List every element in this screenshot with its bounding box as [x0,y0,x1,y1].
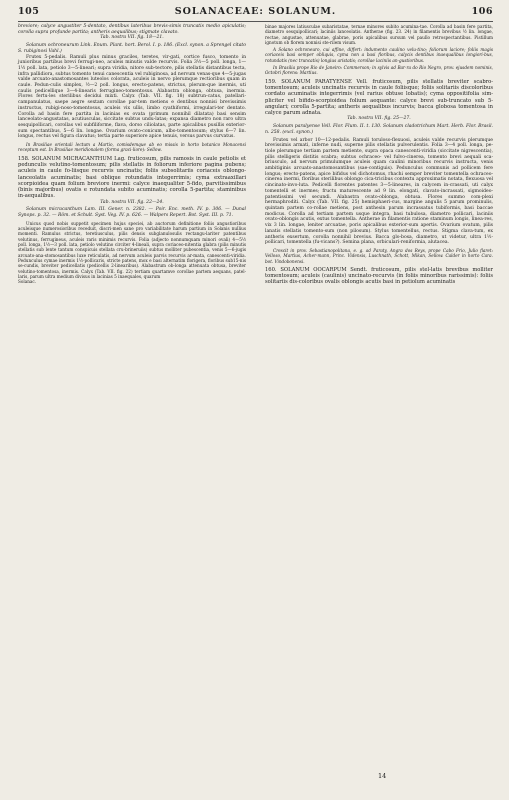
right-paragraph: In Brasilia prope Rio de Janeiro: Commerson; in sylvis ad Bar-ra do Rio Negro, prov. ejusdem nominis, Octobri florens: Martius. [265,65,493,76]
left-paragraph: Tab. nostra VII. fig. 18—21. [100,35,164,41]
right-column [265,24,493,286]
right-paragraph: 160. SOLANUM OOCARPUM Sendt. fruticosum, pilis stel-latis brevibus molliter tomentosum; aculeis (caulinis) uncinato-recurvis (in foliis minoribus rarissimis): foliis solitariis dis-coloribus ovalis oblongis acutis basi in petiolum acuminatis [265,266,493,286]
right-paragraph: Crescit in prov. Sebastianopolitana, e. g. ad Paraty, Angra dos Reys, prope Cabo Frio, Julio flaret: Velloso, Martius, Acher-mann, Princ. Vidensis, Luschnath, Schott, Mikan, Sellow. Calder in horto Cara. bot. Vindobonensi. [265,247,493,264]
right-paragraph: Solanum paralyense Vell. Flor. Flum. II. t. 130. Solanum cladotrichum Mart. Herb. Flor. Brasil. n. 258. (excl. synon.) [265,124,493,135]
sheet-number: 14 [378,772,387,780]
left-paragraph: Unicus quod nobis suppetit specimen hujus speciei, ab auctorum definitione foliis angustioribus aculeisque numerosioribus receduit, discri-men sane pro variabilitate harum partium in Solanis nullius momenti. Ramulus strictus, teretiusculus, pilis densis subglanulosulis rectangu-lariter patentibus velutinus, ferrugineus, aculeis raris minimis recurvis. Folia (adjecto nonnumquam minori ovali) 4—5½ poll. longa, 1½—3 poll. lata, petiolo velutino circiter 4-lineali, supra coriaceo-nitentia glabra (pilis minutis stellatis sub lente tantum conspicuis stellata cru-brineruiis) subtus molliter pubescentia, venis 5—6-jugis arcuato-ana-stomosantibus luxe reticulatis, ad nervum aculeis parvis recurvis ar-mata, canescenti-viridia. Pedunculus cymae inermis 1½-pollicaris, stricte patens, mox e basi alternatim florigera, floribus sub15-nis se-cundis, breviter pedicellatis (pedicellis 2-linearibus). Alabastrum ob-longa attenuata obtusa, breviter velutino-tomentosa, inermis. Calyx (Tab. VII. fig. 22) tertiam quartamve corollae partem aequans, patel-laris, parum ultra medium divisus in lacinias 5 inaequales, quarum [18,220,246,279]
page-number-right: 106 [471,6,493,17]
right-paragraph: A Solano ochroneuro, cui affine, differt: indumento caulino velu-tino; foliorum laciore; foliis magis coriaceis basi semper obliquis, cyma non a basi floribus, calycis dentibus inaequalibus longiori-bus, rotundatis (nec truncatis) longius aristatis; corollae laciniis an-gustioribus. [265,47,493,63]
right-paragraph: 159. SOLANUM PARATYENSE Vell. fruticosum, pilis stellatis breviter scabro-tomentosum; aculeis uncinatis recurvis in caule foliisque; foliis solitariis discoloribus cordato acuminatis integerrimis (vel rarius obtuse lobatis); cyma oppositifolia sim-pliciter vel bifido-scorpioidea folium aequante: calyce brevi sub-truncato sub 5-angulari; corolla 5-partita; antheris aequalibus incurvis; bacca globosa tomentosa in calyce parum adnata. [265,78,493,117]
right-paragraph: binae majores latiusculae subaristatae, ternae minores subito acumina-tae. Corolla ad basin fere partita, diametro sesquipollicari; laciniis lanceolatis. Antherae (fig. 23. 24) in filamentis brevibus ½ lin. longae, rectae, angustae, attenuatae, glabrae, poris apicalibus sursum vel paullo retrospectantibus. Pistillum ignotum ob florem nonnisi ste-rilem visum. [265,24,493,45]
left-paragraph: In Brasiliae orientali lectum a Martio, comisdemque ab eo missis in horto botanico Monacensi receptum est. In Brasiliae meridionalem (forma graci-liore): Sellow. [18,142,246,153]
running-title: SOLANACEAE: SOLANUM. [174,6,337,17]
left-paragraph: Tab. nostra VII. fig. 22—24. [100,199,164,205]
right-paragraph: Frutex vel arbor 10—12-pedalis. Ramuli toruloso-flexuosi, aculeis valde recurvis plerumque brevissimis armati, inferne nudi, superne pilis stellatis pulverulentis. Folia 3—4 poll. longa, pe-tiole plerumque tertiam partem metiente, supra opaca canescenti-viridia (siccitate nigrescentia), pilis stelligeris distitis scabra; subtus ochraceo- vel fulvo-cinerea, tomento brevi aequali sca-briusculo, ad nervum primulumque aculeis quam caulini minoribus recurvis instructa, venis ambitiginis arcuato-anastomosantibus (sae-contiguis). Pedunculus communis ad pollicem fere longus; erecto-patens, apice bifidus vel dichotomus, rhachi semper breviter tomentella ochraceo-cinerea inermi, floribus sterilibus oblongo cica-tricibus contextu approximatis notata, flexuosa vel cincinato-invo-luta. Pedicelli florentes patentes 3—5-lineares, in calycem in-crassati, uti calyx tomentelli et inermes; fructu maturescente ad 9 lin. elongati, clavato-incrassati, sigmoideo-patentissimi vel secundi. Alabastra ovato-oblonga, obtusa. Flores summo com-plexi hermaphroditi. Calyx (Tab. VII. fig. 25) hemisphaeri-cus, margine angulis 5 parum prominulis, quintam partem co-rollae metiens, post anthesin parum incrassatus tubiformis, basi baccae modicus. Corolla ad tertiam partem usque integra, basi tubulosa, diametro pollicari, laciniis ovato-oblongis acutis, extus tomentella. Antherae in filamentis ratione staminum longis, linea-res, vix 3 lin. longae, leniter arcuatae, poris apicalibus exterior-sum apertis. Ovarium ovatum, pilis lanatis stellatis tomento-sum (non pilosum). Stylus tomentellus, rectus. Stigma clava-tum, ex antheris exsertum, corolla nonnihil brevius. Bacca glo-bosa, diametro, ut videtur, ultra 1½-pollicari, tomentella (fu-vicans?). Semina plana, orbiculari-reniformia, alutacea. [265,137,493,246]
left-paragraph: Solanum micracanthum Lam. III. Gener. n. 2382. — Poir. Enc. meth. IV. p. 306. — Dunal Synops. p. 32. — Röm. et Schult. Syst. Veg. IV. p. 626. — Walpers Repert. Bot. Syst. III. p. 71. [18,207,246,219]
left-paragraph: Solanac. [18,279,37,285]
text-columns [18,24,493,286]
left-paragraph: Frutex 5-pedalis. Ramuli plus minus graciles, teretes, vir-gati, cortice fusco, tomento in junioribus partibus brevi ferrugi-neo, aculeis minutis valde recurvis. Folia 3½—5 poll. longa, 1—1½ poll. lata, petiolo 3—5-lineari; supra viridia, nitore sub-tectore, pilis stellatis distantibus tecta, infra pallidiora, subtus tomento tenui canescentia vel rubiginosa, ad nervum venas-que 4—5-jugas valde arcuato-anastomosantes luteolos colorata, aculeis in nervo plerumque rectioribus quam in caule. Pedun-culis simplex, ½—2 poll. longus, erecto-patens, strictus, plerum-que inermis, uti caulis pedicellique 3—4-linearis ferrugineo-tomentosus. Alabastra oblonga, obtusa, inermia. Flores fertu-les sterilibus decidui mixti. Calyx (Tab. VII. fig. 18) subtrun-catus, patellari-campanulatus, saepe aegre sextam corollae par-tem metiens e dentibus nonnisi brevissimis instructus, rubigi-noso-tomentosus, aculeis vix ullis, limbo cyathiformi, irregulari-ter dentato. Corolla ad basin fere partita in lacinias ex ovata (primum nonnihil dilatata) basi sensim lanceolato-angustatas, acutiusculas, siccitate subtus undu-latas; expansa diametro non raro ultra sesquipollicari, corollas vel subfiliforme, flava, dorso ciliolatas, parte apicalibus pusillis exterior-sum spectantibus, 5—6 lin. longae. Ovarium ovato-conicum, albo-tomentosum; stylus 6—7 lin. longus, rectus vel figura clavatus; tertia parte superiore apice tenuis, versus parvus curvatus. [18,54,246,140]
page-header [18,6,493,19]
header-rule [18,21,493,22]
left-paragraph: breviore; calyce angustiter 5-dentato, dentibus lateribus brevis-simis truncatis medio apiculatis; corolla supra profunde partita; antheris aequalibus; stigmate clavato. [18,24,246,35]
page-number-left: 105 [18,6,40,17]
left-paragraph: 158. SOLANUM MICRACANTHUM Lag. fruticosum, pilis ramosis in caule petiolis et pedunculis velutino-tomentosum; pilis stellatis in foliorum inferiore pagina pubens; aculeis in caule fo-liisque recurvis uncinatis; foliis subsolitariis coriaceis oblongo-lanceolatis acuminatis; basi oblique rotundatis integerrimis; cyma extraaxillari scorpioidea quam folium breviore inermi: calyce inaequaliter 5-fido, parvitissimibus (binis majoribus) ovatis e rotundata subito acuminatis; corolla 5-partita; staminibus in-aequalibus. [18,155,246,200]
right-paragraph: Tab. nostra VII. fig. 25—27. [347,116,411,122]
left-column [18,24,246,286]
left-paragraph: Solanum ochroneurum Link. Enum. Plant. hort. Berol. I. p. 186. (Excl. synon. a Sprengel citato S. rubiginosi Vahl.) [18,43,246,54]
